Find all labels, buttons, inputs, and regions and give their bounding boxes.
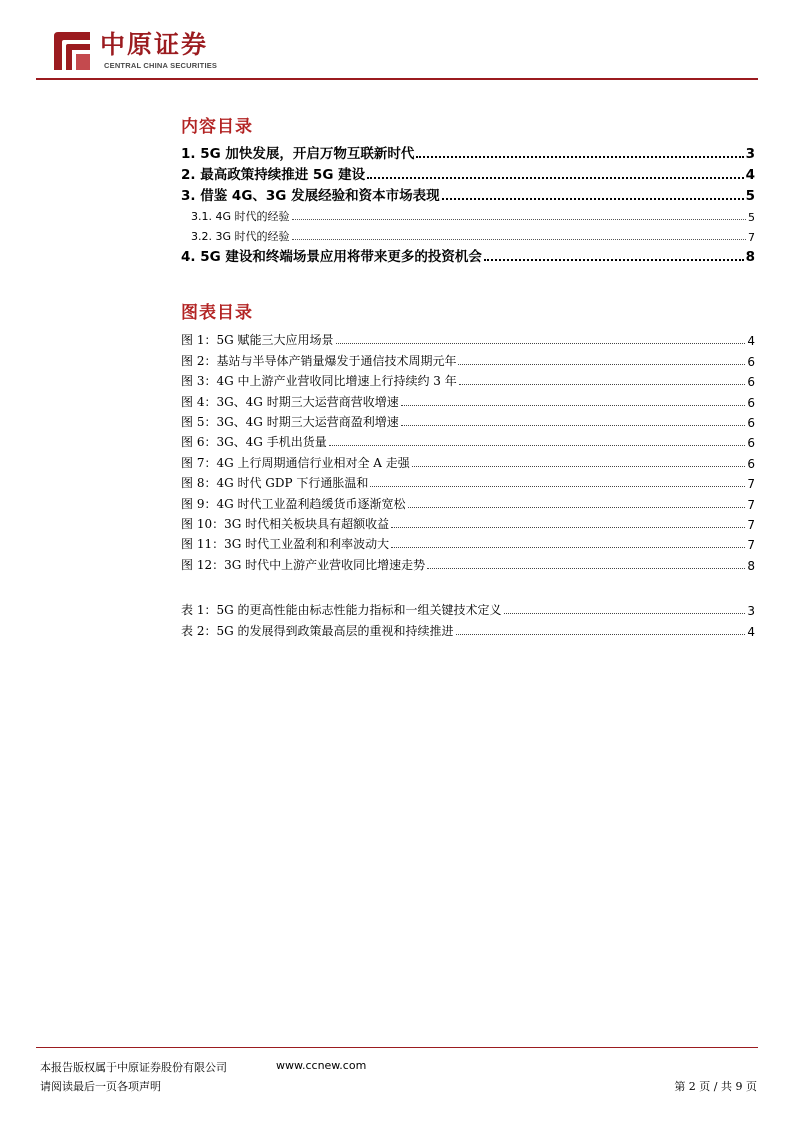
footer-page-info: 第 2 页 / 共 9 页 (674, 1080, 757, 1093)
toc-entry-label: 图 7：4G 上行周期通信行业相对全 A 走强 (181, 455, 410, 470)
toc-entry-page: 4 (747, 334, 755, 349)
dot-leader (459, 384, 746, 385)
dot-leader (408, 507, 746, 508)
toc-entry-label: 表 2：5G 的发展得到政策最高层的重视和持续推进 (181, 623, 454, 638)
toc-entry[interactable] (181, 224, 755, 244)
toc-entry-page: 3 (745, 146, 755, 162)
dot-leader (484, 259, 744, 261)
toc-entry-page: 3 (747, 604, 755, 619)
toc-entry-page: 6 (747, 415, 755, 430)
toc-entry-label: 3.1. 4G 时代的经验 (191, 210, 290, 223)
header-divider (36, 78, 758, 80)
toc-entry-page: 5 (748, 211, 755, 224)
dot-leader (391, 527, 745, 528)
dot-leader (504, 613, 746, 614)
toc-entry-label: 图 4：3G、4G 时期三大运营商营收增速 (181, 394, 399, 409)
toc-entry-page: 4 (747, 624, 755, 639)
toc-entry-label: 4. 5G 建设和终端场景应用将带来更多的投资机会 (181, 249, 482, 265)
toc-entry[interactable] (181, 410, 755, 430)
company-name-en: CENTRAL CHINA SECURITIES (104, 61, 218, 70)
toc-entry-label: 图 12：3G 时代中上游产业营收同比增速走势 (181, 557, 426, 572)
toc-entry-page: 7 (748, 231, 755, 244)
figures-title: 图表目录 (181, 303, 253, 323)
toc-entry[interactable] (181, 369, 755, 389)
dot-leader (416, 156, 743, 158)
toc-entry-label: 1. 5G 加快发展，开启万物互联新时代 (181, 146, 415, 162)
footer-website-link[interactable]: www.ccnew.com (276, 1059, 367, 1072)
dot-leader (370, 486, 745, 487)
page-header (36, 18, 758, 76)
toc-entry[interactable] (181, 141, 755, 162)
toc-entry-label: 图 10：3G 时代相关板块具有超额收益 (181, 516, 390, 531)
toc-entry[interactable] (181, 450, 755, 470)
toc-entry-page: 7 (747, 497, 755, 512)
toc-entry-label: 图 8：4G 时代 GDP 下行通胀温和 (181, 476, 369, 491)
toc-entry-label: 3. 借鉴 4G、3G 发展经验和资本市场表现 (181, 188, 440, 204)
toc-entry-page: 7 (747, 517, 755, 532)
dot-leader (292, 239, 746, 240)
toc-entry-label: 3.2. 3G 时代的经验 (191, 230, 290, 243)
toc-entry[interactable] (181, 430, 755, 450)
toc-entry-page: 6 (747, 456, 755, 471)
dot-leader (292, 219, 746, 220)
toc-entry-label: 图 11：3G 时代工业盈利和利率波动大 (181, 537, 390, 552)
toc-entry[interactable] (181, 204, 755, 224)
toc-entry-page: 6 (747, 436, 755, 451)
toc-entry[interactable] (181, 532, 755, 552)
company-logo-icon (50, 28, 94, 74)
toc-entry-page: 8 (747, 558, 755, 573)
toc-entry-page: 6 (747, 375, 755, 390)
toc-entry[interactable] (181, 244, 755, 265)
dot-leader (401, 405, 746, 406)
contents-list (181, 141, 755, 265)
toc-entry-page: 4 (745, 167, 755, 183)
toc-entry[interactable] (181, 618, 755, 638)
toc-entry[interactable] (181, 471, 755, 491)
dot-leader (336, 343, 746, 344)
company-name-cn: 中原证券 (100, 30, 209, 59)
dot-leader (367, 177, 743, 179)
figures-list (181, 328, 755, 573)
toc-entry[interactable] (181, 162, 755, 183)
toc-entry[interactable] (181, 491, 755, 511)
contents-title: 内容目录 (181, 117, 253, 137)
dot-leader (329, 445, 746, 446)
toc-entry[interactable] (181, 348, 755, 368)
toc-entry-page: 8 (745, 249, 755, 265)
tables-list (181, 598, 755, 639)
dot-leader (391, 547, 745, 548)
toc-entry[interactable] (181, 512, 755, 532)
toc-entry-page: 5 (745, 188, 755, 204)
footer-disclaimer: 请阅读最后一页各项声明 (40, 1080, 161, 1093)
toc-entry[interactable] (181, 183, 755, 204)
toc-entry-page: 6 (747, 354, 755, 369)
dot-leader (458, 364, 745, 365)
footer-divider (36, 1047, 758, 1048)
toc-entry-label: 图 1：5G 赋能三大应用场景 (181, 333, 334, 348)
toc-entry-label: 2. 最高政策持续推进 5G 建设 (181, 167, 366, 183)
dot-leader (427, 568, 745, 569)
toc-entry-page: 7 (747, 477, 755, 492)
toc-entry-label: 图 3：4G 中上游产业营收同比增速上行持续约 3 年 (181, 374, 457, 389)
dot-leader (401, 425, 746, 426)
toc-entry[interactable] (181, 389, 755, 409)
footer-copyright: 本报告版权属于中原证券股份有限公司 (40, 1061, 227, 1074)
toc-entry-label: 图 5：3G、4G 时期三大运营商盈利增速 (181, 414, 399, 429)
toc-entry[interactable] (181, 598, 755, 618)
toc-entry-label: 图 9：4G 时代工业盈利趋缓货币逐渐宽松 (181, 496, 406, 511)
toc-entry-page: 6 (747, 395, 755, 410)
toc-entry-label: 表 1：5G 的更高性能由标志性能力指标和一组关键技术定义 (181, 603, 502, 618)
dot-leader (442, 198, 744, 200)
toc-entry[interactable] (181, 328, 755, 348)
toc-entry-label: 图 6：3G、4G 手机出货量 (181, 435, 327, 450)
dot-leader (412, 466, 746, 467)
toc-entry-label: 图 2：基站与半导体产销量爆发于通信技术周期元年 (181, 353, 457, 368)
toc-entry-page: 7 (747, 538, 755, 553)
toc-entry[interactable] (181, 552, 755, 572)
dot-leader (456, 634, 746, 635)
